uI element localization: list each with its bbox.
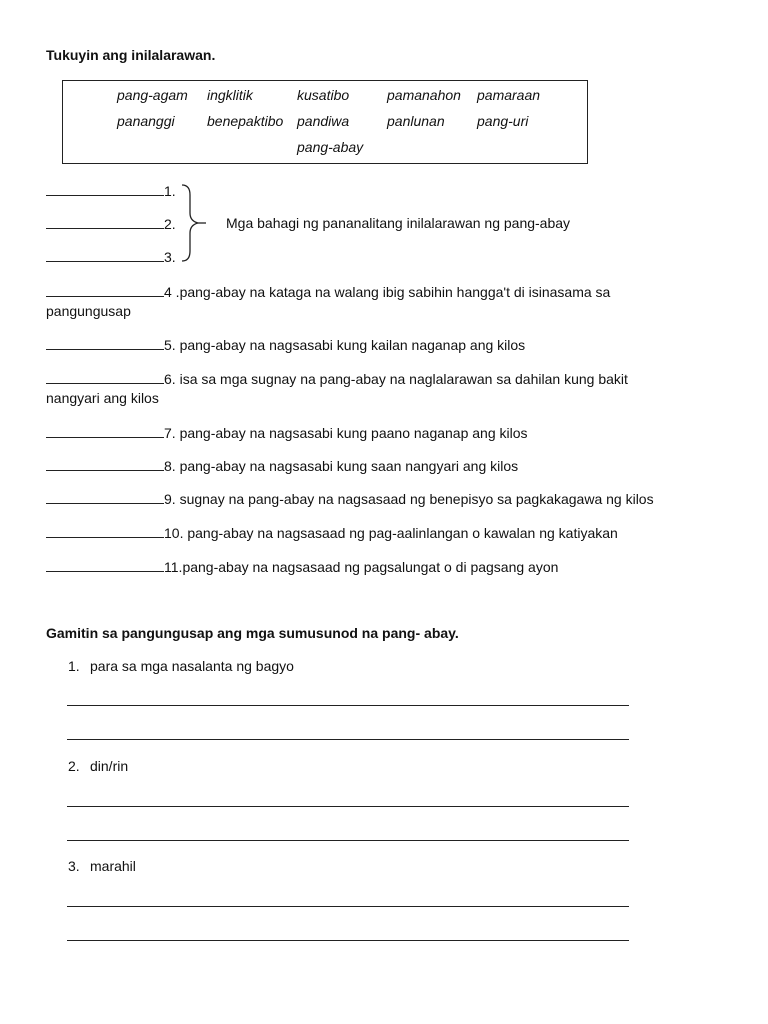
word-bank-item: pang-abay xyxy=(297,139,364,155)
answer-blank[interactable] xyxy=(46,558,164,572)
answer-blank[interactable] xyxy=(46,215,164,229)
question-item-8: 8. pang-abay na nagsasabi kung saan nangyari ang kilos xyxy=(46,457,518,474)
question-item-2: 2. xyxy=(46,215,176,232)
writing-line[interactable] xyxy=(67,906,629,907)
question-item-10: 10. pang-abay na nagsasaad ng pag-aalinlangan o kawalan ng katiyakan xyxy=(46,524,618,541)
word-bank-item: kusatibo xyxy=(297,87,350,103)
writing-line[interactable] xyxy=(67,739,629,740)
word-bank-item: pang-agam xyxy=(117,87,188,103)
question-item-1: 1. xyxy=(46,182,176,199)
writing-line[interactable] xyxy=(67,806,629,807)
bracket-label: Mga bahagi ng pananalitang inilalarawan ng pang-abay xyxy=(226,215,571,231)
usage-item-1: 1. para sa mga nasalanta ng bagyo xyxy=(68,658,294,674)
word-bank-item: panlunan xyxy=(387,113,445,129)
answer-blank[interactable] xyxy=(46,524,164,538)
word-bank-item: pamanahon xyxy=(387,87,461,103)
question-item-11: 11.pang-abay na nagsasaad ng pagsalungat o di pagsang ayon xyxy=(46,558,558,575)
curly-bracket xyxy=(180,183,210,263)
answer-blank[interactable] xyxy=(46,490,164,504)
word-bank-item: benepaktibo xyxy=(207,113,284,129)
question-item-4: 4 .pang-abay na kataga na walang ibig sabihin hangga't di isinasama sa xyxy=(46,283,610,300)
word-bank-item: pananggi xyxy=(117,113,175,129)
question-item-7: 7. pang-abay na nagsasabi kung paano naganap ang kilos xyxy=(46,424,528,441)
answer-blank[interactable] xyxy=(46,424,164,438)
writing-line[interactable] xyxy=(67,940,629,941)
usage-item-3: 3. marahil xyxy=(68,858,136,874)
word-bank-item: ingklitik xyxy=(207,87,253,103)
answer-blank[interactable] xyxy=(46,336,164,350)
writing-line[interactable] xyxy=(67,705,629,706)
word-bank-item: pang-uri xyxy=(477,113,529,129)
section1-title: Tukuyin ang inilalarawan. xyxy=(46,47,216,63)
question-item-3: 3. xyxy=(46,248,176,265)
word-bank-item: pamaraan xyxy=(477,87,541,103)
question-item-4-continuation: pangungusap xyxy=(46,303,131,319)
section2-title: Gamitin sa pangungusap ang mga sumusunod na pang- abay. xyxy=(46,625,459,641)
question-item-6-continuation: nangyari ang kilos xyxy=(46,390,159,406)
writing-line[interactable] xyxy=(67,840,629,841)
answer-blank[interactable] xyxy=(46,283,164,297)
word-bank-item: pandiwa xyxy=(297,113,350,129)
question-item-5: 5. pang-abay na nagsasabi kung kailan naganap ang kilos xyxy=(46,336,525,353)
usage-item-2: 2. din/rin xyxy=(68,758,129,774)
word-bank-box xyxy=(62,80,588,164)
answer-blank[interactable] xyxy=(46,182,164,196)
question-item-6: 6. isa sa mga sugnay na pang-abay na naglalarawan sa dahilan kung bakit xyxy=(46,370,628,387)
question-item-9: 9. sugnay na pang-abay na nagsasaad ng benepisyo sa pagkakagawa ng kilos xyxy=(46,490,654,507)
answer-blank[interactable] xyxy=(46,457,164,471)
answer-blank[interactable] xyxy=(46,248,164,262)
answer-blank[interactable] xyxy=(46,370,164,384)
